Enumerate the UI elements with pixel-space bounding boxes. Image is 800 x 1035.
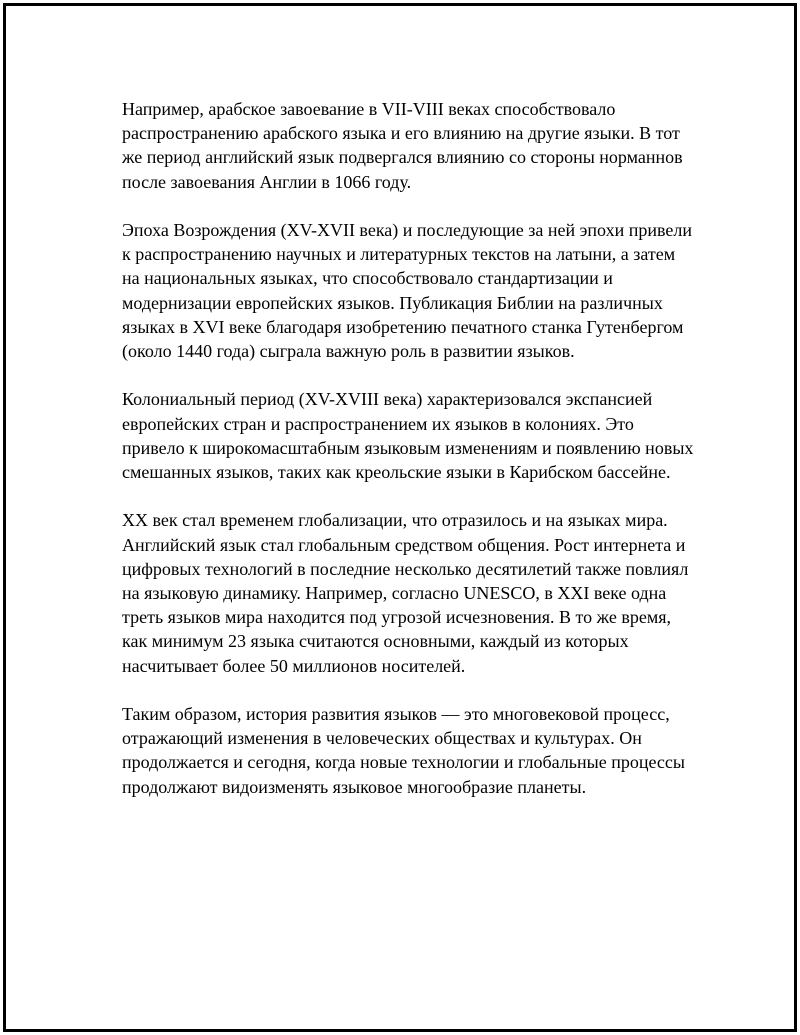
paragraph-colonial-period: Колониальный период (XV-XVIII века) характеризовался экспансией европейских стран и распространением их языков в колониях. Это привело к широкомасштабным языковым изменениям и появлению новых смешанных языков, таких как креольские языки в Карибском бассейне.: [122, 389, 694, 483]
paragraph-globalization: XX век стал временем глобализации, что отразилось и на языках мира. Английский язык стал глобальным средством общения. Рост интернета и цифровых технологий в последние несколько десятилетий также повлиял на языковую динамику. Например, согласно UNESCO, в XXI веке одна треть языков мира находится под угрозой исчезновения. В то же время, как минимум 23 языка считаются основными, каждый из которых насчитывает более 50 миллионов носителей.: [122, 510, 689, 676]
paragraph-conclusion: Таким образом, история развития языков — это многовековой процесс, отражающий изменения в человеческих обществах и культурах. Он продолжается и сегодня, когда новые технологии и глобальные процессы продолжают видоизменять языковое многообразие планеты.: [122, 704, 686, 797]
document-page: [3, 3, 797, 1032]
paragraph-renaissance: Эпоха Возрождения (XV-XVII века) и последующие за ней эпохи привели к распространению научных и литературных текстов на латыни, а затем на национальных языках, что способствовало стандартизации и модернизации европейских языков. Публикация Библии на различных языках в XVI веке благодаря изобретению печатного станка Гутенбергом (около 1440 года) сыграла важную роль в развитии языков.: [122, 220, 692, 362]
document-body: [122, 97, 697, 823]
paragraph-arab-conquest: Например, арабское завоевание в VII-VIII веках способствовало распространению арабского языка и его влиянию на другие языки. В тот же период английский язык подвергался влиянию со стороны норманнов после завоевания Англии в 1066 году.: [122, 99, 683, 192]
